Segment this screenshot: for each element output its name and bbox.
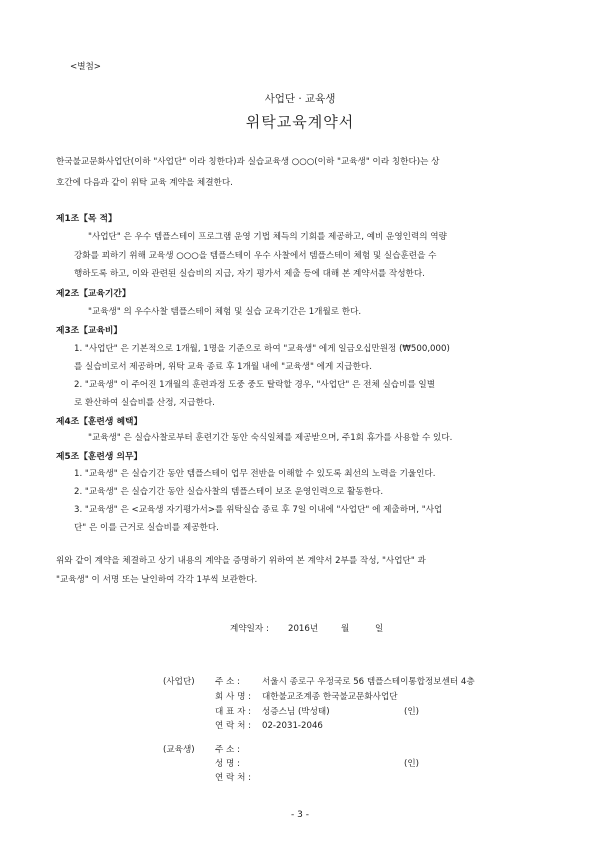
intro-line: 한국불교문화사업단(이하 "사업단" 이라 칭한다)과 실습교육생 ○○○(이하 "교육생" 이라 칭한다)는 상 (56, 157, 440, 167)
address-label: 주 소 : (215, 677, 240, 687)
article-1-line: 행하도록 하고, 이와 관련된 실습비의 지급, 자기 평가서 제출 등에 대해 본 계약서를 작성한다. (74, 269, 425, 279)
business-company: 대한불교조계종 한국불교문화사업단 (262, 692, 398, 702)
contract-date-label: 계약일자 : (230, 624, 269, 634)
company-label: 회 사 명 : (215, 692, 251, 702)
article-5-heading: 제5조【훈련생 의무】 (56, 452, 143, 462)
article-3-line: 1. "사업단" 은 기본적으로 1개월, 1명을 기준으로 하여 "교육생" 에게 일금오십만원정 (₩500,000) (74, 344, 450, 354)
article-1-line: 강화를 꾀하기 위해 교육생 ○○○을 템플스테이 우수 사찰에서 템플스테이 체험 및 실습훈련을 수 (74, 251, 437, 261)
article-2-heading: 제2조【교육기간】 (56, 289, 131, 299)
article-3-line: 로 환산하여 실습비를 산정, 지급한다. (74, 398, 215, 408)
contract-date-year: 2016년 (288, 624, 319, 634)
article-5-line: 2. "교육생" 은 실습기간 동안 실습사찰의 템플스테이 보조 운영인력으로 활동한다. (74, 487, 384, 497)
trainee-seal-mark: (인) (404, 759, 420, 769)
article-5-line: 3. "교육생" 은 <교육생 자기평가서>를 위탁실습 종료 후 7일 이내에 "사업단" 에 제출하며, "사업 (74, 505, 443, 515)
contract-date-month: 월 (341, 624, 350, 634)
representative-label: 대 표 자 : (215, 707, 251, 717)
article-4-heading: 제4조【훈련생 혜택】 (56, 417, 143, 427)
intro-line: 호간에 다음과 같이 위탁 교육 계약을 체결한다. (56, 178, 233, 188)
article-4-line: "교육생" 은 실습사찰로부터 훈련기간 동안 숙식일체를 제공받으며, 주1회 휴가를 사용할 수 있다. (88, 433, 453, 443)
name-label: 성 명 : (215, 759, 240, 769)
article-3-heading: 제3조【교육비】 (56, 326, 123, 336)
page-number: - 3 - (291, 810, 309, 820)
business-phone: 02-2031-2046 (262, 721, 323, 731)
address-label: 주 소 : (215, 745, 240, 755)
article-1-line: "사업단" 은 우수 템플스테이 프로그램 운영 기법 체득의 기회를 제공하고, 예비 운영인력의 역량 (88, 232, 447, 242)
closing-line: "교육생" 이 서명 또는 날인하여 각각 1부씩 보관한다. (56, 575, 258, 585)
business-seal-mark: (인) (404, 707, 420, 717)
article-5-line: 1. "교육생" 은 실습기간 동안 템플스테이 업무 전반을 이해할 수 있도록 최선의 노력을 기울인다. (74, 469, 436, 479)
business-address: 서울시 종로구 우정국로 56 템플스테이통합정보센터 4층 (262, 677, 475, 687)
phone-label: 연 락 처 : (215, 773, 251, 783)
article-1-heading: 제1조【목 적】 (56, 214, 117, 224)
party-business-tag: (사업단) (163, 677, 195, 687)
phone-label: 연 락 처 : (215, 721, 251, 731)
article-2-line: "교육생" 의 우수사찰 템플스테이 체험 및 실습 교육기간은 1개월로 한다. (88, 307, 362, 317)
contract-date-day: 일 (375, 624, 384, 634)
article-3-line: 를 실습비로서 제공하며, 위탁 교육 종료 후 1개월 내에 "교육생" 에게 지급한다. (74, 362, 372, 372)
document-title: 위탁교육계약서 (245, 113, 355, 131)
business-representative: 성증스님 (박성태) (262, 707, 330, 717)
document-subtitle: 사업단 · 교육생 (264, 93, 336, 105)
annex-label: <별첨> (70, 62, 102, 72)
article-5-line: 단" 은 이를 근거로 실습비를 제공한다. (74, 523, 219, 533)
party-trainee-tag: (교육생) (163, 745, 195, 755)
closing-line: 위와 같이 계약을 체결하고 상기 내용의 계약을 증명하기 위하여 본 계약서 2부를 작성, "사업단" 과 (56, 556, 426, 566)
article-3-line: 2. "교육생" 이 주어진 1개월의 훈련과정 도중 중도 탈락할 경우, "사업단" 은 전체 실습비를 일별 (74, 380, 436, 390)
